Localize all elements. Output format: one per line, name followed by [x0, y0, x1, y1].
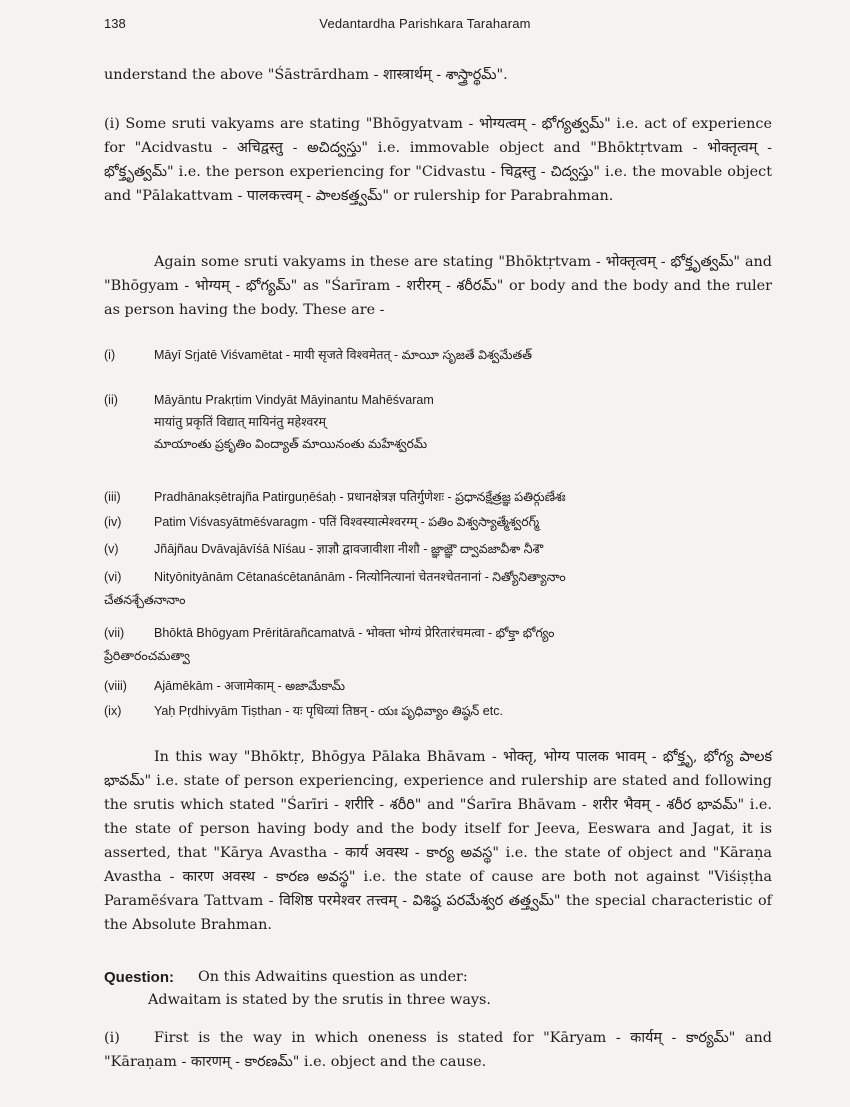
paragraph-1: (i) Some sruti vakyams are stating "Bhōgyatvam - भोग्यत्वम् - భోగ్యత్వమ్" i.e. act of experience for "Acidvastu - अचिद्वस्तु - అచిద్వస్తు" i.e. immovable object and "Bhōktṛtvam - भोक्तृत्वम् - భోక్తృత్వమ్" i.e. the person experiencing for "Cidvastu - चिद्वस्तु - చిద్వస్తు" i.e. the movable object and "Pālakattvam - पालकत्त्वम् - పాలకత్త్వమ్" or rulership for Parabrahman. — [104, 116, 772, 204]
running-header: Vedantardha Parishkara Taraharam — [319, 16, 531, 31]
question-label: Question: — [104, 969, 174, 986]
question-line-2: Adwaitam is stated by the srutis in three ways. — [148, 992, 491, 1008]
paragraph-3: In this way "Bhōktṛ, Bhōgya Pālaka Bhāvam - भोक्तृ, भोग्य पालक भावम् - భోక్తృ, భోగ్య పాలక భావమ్" i.e. state of person experiencing, experience and rulership are stated and following the srutis which stated "Śarīri - शरीरि - శరీరి" and "Śarīra Bhāvam - शरीर भैवम् - శరీర భావమ్" i.e. the state of person having body and the body itself for Jeeva, Eeswara and Jagat, it is asserted, that "Kārya Avastha - कार्य अवस्थ - కార్య అవస్థ" i.e. the state of object and "Kāraṇa Avastha - कारण अवस्थ - కారణ అవస్థ" i.e. the state of cause are both not against "Viśiṣṭha Paramēśvara Tattvam - विशिष्ठ परमेश्वर तत्त्वम् - విశిష్ఠ పరమేశ్వర తత్త్వమ్" the special characteristic of the Absolute Brahman. — [104, 749, 772, 933]
paragraph-2: Again some sruti vakyams in these are stating "Bhōktṛtvam - भोक्तृत्वम् - భోక్తృత్వమ్" and "Bhōgyam - भोग्यम् - భోగ్యమ్" as "Śarīram - शरीरम् - శరీరమ్" or body and the body and the ruler as person having the body. These are - — [104, 254, 772, 318]
paragraph-final: (i) First is the way in which oneness is stated for "Kāryam - कार्यम् - కార్యమ్" and "Kāraṇam - कारणम् - కారణమ్" i.e. object and the cause. — [104, 1030, 772, 1070]
page-number: 138 — [104, 16, 126, 31]
question-text: On this Adwaitins question as under: — [198, 969, 468, 985]
intro-line: understand the above "Śāstrārdham - शास्त्रार्थम् - శాస్త్రార్థమ్". — [104, 67, 508, 83]
